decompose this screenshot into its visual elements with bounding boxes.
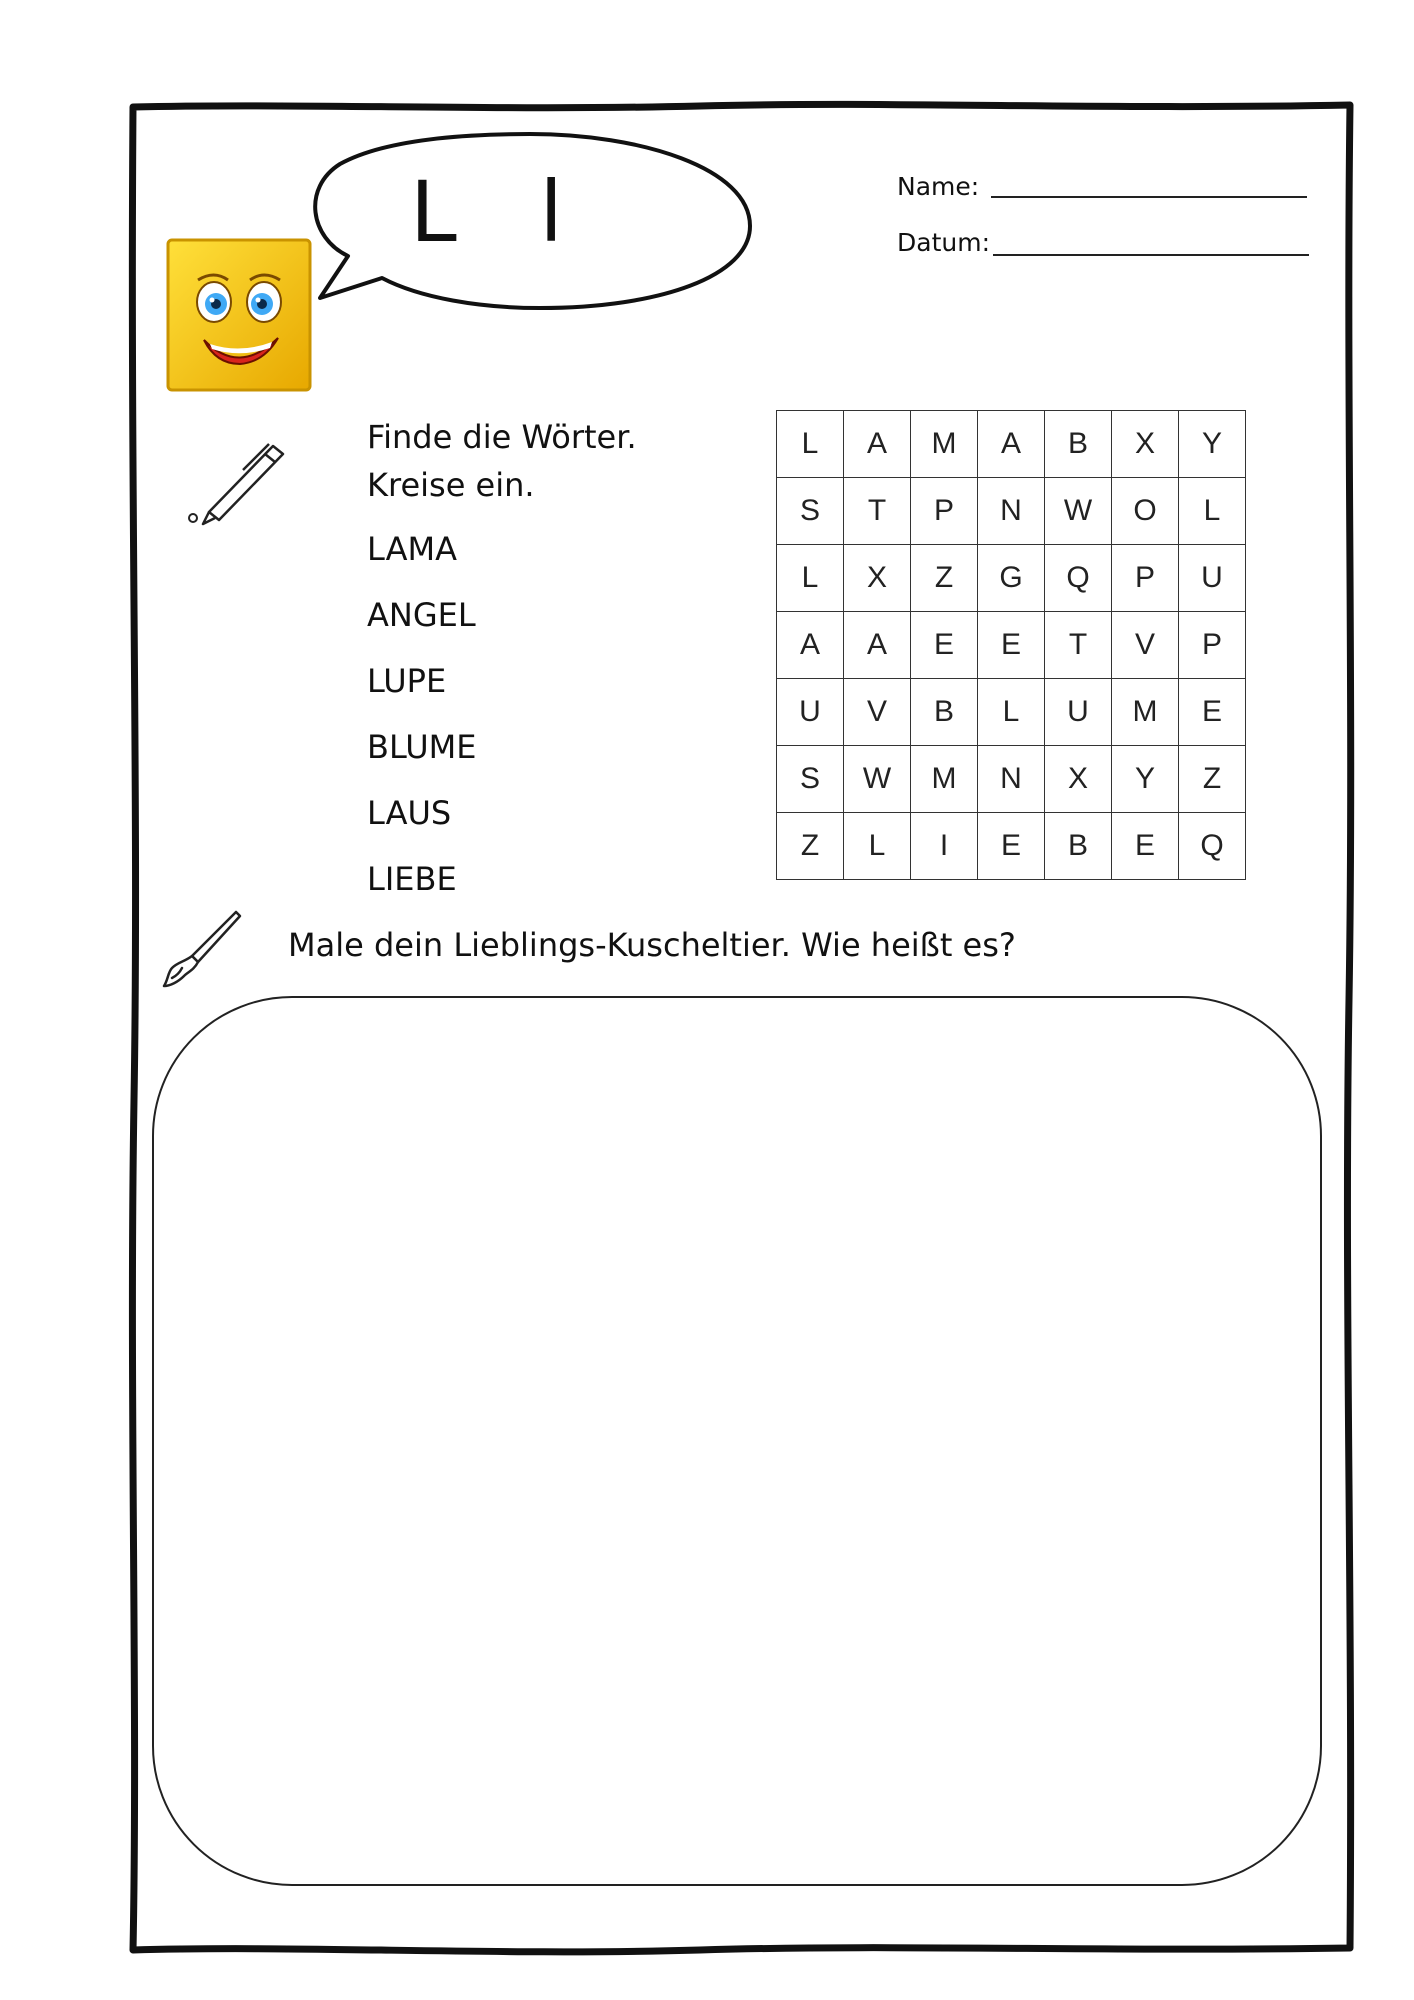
grid-cell[interactable]: A <box>844 612 911 679</box>
grid-cell[interactable]: N <box>978 746 1045 813</box>
grid-cell[interactable]: M <box>911 411 978 478</box>
grid-cell[interactable]: P <box>1179 612 1246 679</box>
grid-cell[interactable]: L <box>978 679 1045 746</box>
grid-cell[interactable]: A <box>978 411 1045 478</box>
grid-row <box>777 612 1246 679</box>
grid-cell[interactable]: Q <box>1179 813 1246 880</box>
grid-cell[interactable]: Q <box>1045 545 1112 612</box>
exercise2-instruction: Male dein Lieblings-Kuscheltier. Wie heißt es? <box>288 926 1016 964</box>
grid-cell[interactable]: I <box>911 813 978 880</box>
word-list-item: ANGEL <box>367 596 476 634</box>
grid-cell[interactable]: S <box>777 746 844 813</box>
grid-cell[interactable]: E <box>911 612 978 679</box>
grid-cell[interactable]: E <box>978 813 1045 880</box>
grid-cell[interactable]: B <box>1045 411 1112 478</box>
grid-cell[interactable]: L <box>777 545 844 612</box>
grid-cell[interactable]: O <box>1112 478 1179 545</box>
word-list-item: LAUS <box>367 794 452 832</box>
grid-cell[interactable]: L <box>777 411 844 478</box>
grid-cell[interactable]: P <box>911 478 978 545</box>
grid-cell[interactable]: X <box>1112 411 1179 478</box>
grid-row <box>777 545 1246 612</box>
grid-cell[interactable]: B <box>1045 813 1112 880</box>
exercise1-instruction-line2: Kreise ein. <box>367 466 535 504</box>
smiley-square-icon <box>164 236 314 396</box>
grid-cell[interactable]: T <box>844 478 911 545</box>
word-list-item: LUPE <box>367 662 447 700</box>
grid-row <box>777 411 1246 478</box>
exercise1-instruction-line1: Finde die Wörter. <box>367 418 637 456</box>
grid-cell[interactable]: E <box>1179 679 1246 746</box>
grid-cell[interactable]: L <box>844 813 911 880</box>
grid-cell[interactable]: Z <box>777 813 844 880</box>
grid-cell[interactable]: N <box>978 478 1045 545</box>
name-field[interactable] <box>991 196 1307 198</box>
grid-cell[interactable]: X <box>844 545 911 612</box>
grid-cell[interactable]: T <box>1045 612 1112 679</box>
grid-cell[interactable]: Y <box>1179 411 1246 478</box>
grid-cell[interactable]: S <box>777 478 844 545</box>
grid-cell[interactable]: V <box>1112 612 1179 679</box>
grid-cell[interactable]: M <box>911 746 978 813</box>
paintbrush-icon <box>158 906 242 990</box>
grid-cell[interactable]: E <box>978 612 1045 679</box>
word-search-grid <box>776 410 1246 880</box>
word-list-item: LAMA <box>367 530 457 568</box>
grid-cell[interactable]: Z <box>911 545 978 612</box>
speech-bubble-letters: L l <box>410 163 591 261</box>
grid-cell[interactable]: Y <box>1112 746 1179 813</box>
grid-cell[interactable]: W <box>1045 478 1112 545</box>
grid-cell[interactable]: A <box>844 411 911 478</box>
grid-row <box>777 478 1246 545</box>
word-list-item: BLUME <box>367 728 477 766</box>
grid-cell[interactable]: W <box>844 746 911 813</box>
grid-row <box>777 746 1246 813</box>
drawing-area[interactable] <box>152 996 1322 1886</box>
word-list-item: LIEBE <box>367 860 457 898</box>
grid-row <box>777 813 1246 880</box>
grid-cell[interactable]: V <box>844 679 911 746</box>
grid-cell[interactable]: G <box>978 545 1045 612</box>
grid-cell[interactable]: E <box>1112 813 1179 880</box>
grid-row <box>777 679 1246 746</box>
grid-cell[interactable]: U <box>777 679 844 746</box>
grid-cell[interactable]: M <box>1112 679 1179 746</box>
grid-cell[interactable]: U <box>1045 679 1112 746</box>
grid-cell[interactable]: A <box>777 612 844 679</box>
grid-cell[interactable]: L <box>1179 478 1246 545</box>
grid-cell[interactable]: Z <box>1179 746 1246 813</box>
date-field[interactable] <box>993 254 1309 256</box>
pen-icon <box>183 432 293 528</box>
grid-cell[interactable]: U <box>1179 545 1246 612</box>
grid-cell[interactable]: P <box>1112 545 1179 612</box>
grid-cell[interactable]: X <box>1045 746 1112 813</box>
name-label: Name: <box>897 172 980 201</box>
grid-cell[interactable]: B <box>911 679 978 746</box>
date-label: Datum: <box>897 228 990 257</box>
